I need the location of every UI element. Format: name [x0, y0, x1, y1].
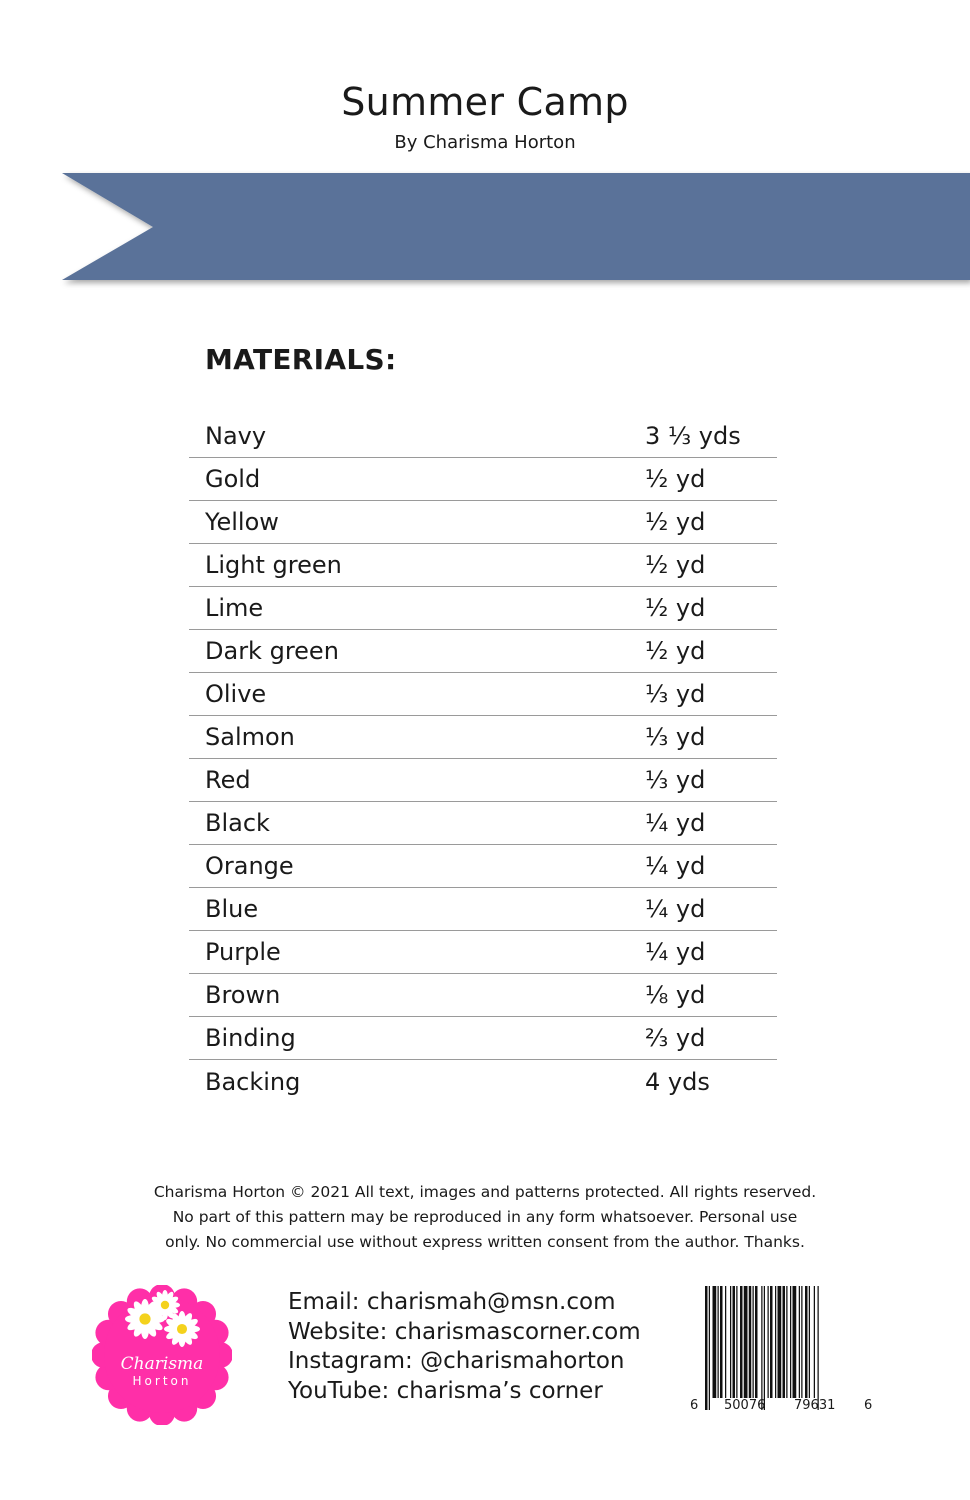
material-quantity: 3 ⅓ yds: [645, 422, 741, 450]
material-name: Yellow: [205, 508, 279, 536]
material-quantity: ½ yd: [645, 551, 706, 579]
material-name: Dark green: [205, 637, 339, 665]
material-row: [189, 544, 777, 587]
material-name: Backing: [205, 1067, 301, 1096]
barcode-digit: 79631: [794, 1398, 836, 1413]
logo-text: Charisma: [120, 1354, 204, 1374]
byline: By Charisma Horton: [394, 132, 576, 153]
materials-list: [189, 415, 777, 1103]
material-quantity: ¼ yd: [645, 852, 706, 880]
material-quantity: ¼ yd: [645, 895, 706, 923]
material-name: Olive: [205, 680, 267, 708]
material-quantity: ¼ yd: [645, 938, 706, 966]
material-quantity: ½ yd: [645, 594, 706, 622]
material-name: Black: [205, 809, 270, 837]
contact-website: Website: charismascorner.com: [288, 1318, 641, 1345]
material-quantity: ⅓ yd: [645, 723, 706, 751]
material-quantity: ⅛ yd: [645, 981, 706, 1009]
copyright-line: No part of this pattern may be reproduced in any form whatsoever. Personal use: [172, 1208, 798, 1226]
contact-youtube: YouTube: charisma’s corner: [288, 1377, 603, 1404]
material-quantity: ½ yd: [645, 465, 706, 493]
copyright-line: Charisma Horton © 2021 All text, images and patterns protected. All rights reserved.: [153, 1183, 817, 1201]
material-quantity: ⅔ yd: [645, 1024, 706, 1052]
material-row: [189, 673, 777, 716]
material-row: [189, 1017, 777, 1060]
copyright-line: only. No commercial use without express written consent from the author. Thanks.: [165, 1233, 805, 1251]
material-name: Red: [205, 766, 251, 794]
material-quantity: ⅓ yd: [645, 766, 706, 794]
material-row: [189, 716, 777, 759]
material-row: [189, 974, 777, 1017]
material-name: Navy: [205, 422, 267, 450]
material-row: [189, 1060, 777, 1103]
material-row: [189, 630, 777, 673]
barcode-bars: [705, 1286, 860, 1416]
material-quantity: 4 yds: [645, 1067, 710, 1096]
page-title: Summer Camp: [341, 80, 629, 124]
barcode: [690, 1286, 875, 1416]
barcode-digit: 6: [864, 1398, 873, 1413]
material-name: Blue: [205, 895, 259, 923]
contact-info: [288, 1288, 641, 1406]
material-row: [189, 501, 777, 544]
material-row: [189, 888, 777, 931]
material-row: [189, 458, 777, 501]
material-name: Binding: [205, 1024, 296, 1052]
material-row: [189, 802, 777, 845]
material-row: [189, 931, 777, 974]
contact-instagram: Instagram: @charismahorton: [288, 1348, 625, 1374]
banner-ribbon: [0, 170, 970, 292]
material-quantity: ¼ yd: [645, 809, 706, 837]
material-row: [189, 587, 777, 630]
material-quantity: ⅓ yd: [645, 680, 706, 708]
material-name: Salmon: [205, 723, 295, 751]
material-row: [189, 845, 777, 888]
materials-heading: MATERIALS:: [205, 343, 397, 376]
copyright-notice: [100, 1180, 870, 1255]
material-name: Orange: [205, 852, 294, 880]
barcode-digit: 50076: [724, 1398, 766, 1413]
contact-email: Email: charismah@msn.com: [288, 1289, 616, 1315]
logo-text: Horton: [132, 1374, 192, 1388]
material-name: Light green: [205, 551, 342, 579]
material-name: Purple: [205, 938, 281, 966]
material-row: [189, 415, 777, 458]
material-quantity: ½ yd: [645, 508, 706, 536]
barcode-digit: 6: [690, 1398, 699, 1413]
material-row: [189, 759, 777, 802]
material-quantity: ½ yd: [645, 637, 706, 665]
material-name: Lime: [205, 594, 264, 622]
material-name: Brown: [205, 981, 281, 1009]
material-name: Gold: [205, 465, 261, 493]
